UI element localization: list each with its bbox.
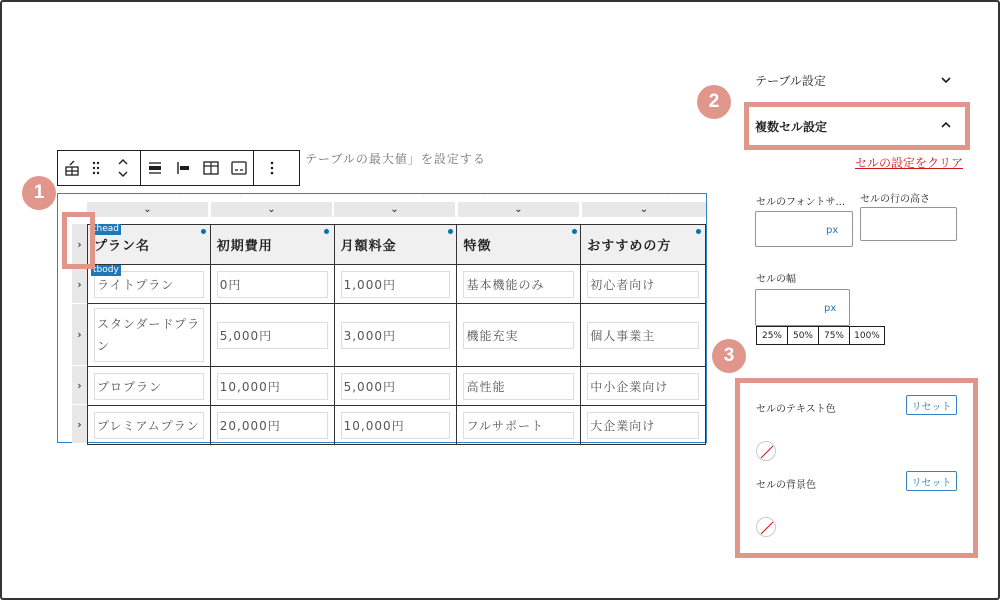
table-cell[interactable]	[334, 304, 457, 367]
clear-cell-settings-link[interactable]: セルの設定をクリア	[855, 156, 964, 170]
table-cell[interactable]	[457, 304, 581, 367]
cell-select-dot	[448, 229, 453, 234]
table-row	[88, 265, 706, 304]
step-marker-3: 3	[712, 339, 746, 373]
table-settings-label[interactable]: テーブル設定	[755, 74, 826, 88]
table-header-row	[88, 225, 706, 265]
width-preset-25[interactable]: 25%	[756, 326, 788, 345]
table-cell[interactable]	[334, 265, 457, 304]
cell-text: 機能充実	[463, 322, 574, 349]
header-cell[interactable]: 特徴	[457, 225, 581, 265]
column-handle[interactable]: ⌄	[582, 202, 706, 217]
align-center-icon[interactable]	[141, 151, 169, 185]
bg-color-label: セルの背景色	[756, 480, 816, 491]
bg-color-swatch[interactable]	[756, 517, 776, 537]
header-cell[interactable]: おすすめの方	[581, 225, 706, 265]
cell-select-dot	[324, 229, 329, 234]
width-preset-75[interactable]: 75%	[818, 326, 850, 345]
row-handle[interactable]: ›	[72, 366, 87, 404]
caption-icon[interactable]	[225, 151, 253, 185]
table-cell[interactable]	[581, 304, 706, 367]
text-color-swatch[interactable]	[756, 441, 776, 461]
header-cell[interactable]: 月額料金	[334, 225, 457, 265]
drag-handle-icon[interactable]	[86, 151, 106, 185]
text-color-reset-button[interactable]: リセット	[906, 395, 957, 415]
width-preset-group	[756, 326, 885, 345]
table-cell[interactable]	[334, 406, 457, 445]
thead-tag: thead	[93, 224, 119, 234]
cell-text: 中小企業向け	[587, 373, 699, 400]
cell-text: プレミアムプラン	[94, 412, 204, 439]
table-cell[interactable]	[334, 367, 457, 406]
table-cell[interactable]	[88, 367, 211, 406]
tbody-tag: tbody	[93, 265, 119, 275]
cell-text: 5,000円	[341, 373, 451, 400]
column-handle[interactable]: ⌄	[211, 202, 332, 217]
pricing-table	[87, 224, 706, 445]
block-toolbar	[57, 150, 300, 186]
step-marker-1: 1	[22, 176, 56, 210]
text-color-label: セルのテキスト色	[756, 404, 836, 415]
cell-text: 20,000円	[217, 412, 328, 439]
cell-width-unit: px	[824, 303, 837, 314]
table-row	[88, 367, 706, 406]
cell-text: 3,000円	[341, 322, 451, 349]
cell-text: フルサポート	[463, 412, 574, 439]
hint-text: テーブルの最大値」を設定する	[305, 152, 486, 166]
more-options-icon[interactable]	[254, 151, 290, 185]
table-block[interactable]	[57, 193, 707, 443]
cell-select-dot	[572, 229, 577, 234]
cell-select-dot	[201, 229, 206, 234]
column-handle[interactable]: ⌄	[334, 202, 455, 217]
highlight-row-handle	[62, 212, 95, 269]
table-cell[interactable]	[210, 265, 334, 304]
cell-select-dot	[696, 229, 701, 234]
cell-text: 10,000円	[341, 412, 451, 439]
column-handles	[72, 202, 706, 218]
move-up-down-icon[interactable]	[106, 151, 140, 185]
font-size-input[interactable]	[755, 211, 853, 247]
toolbar-group-format	[141, 151, 254, 185]
font-size-label: セルのフォントサ...	[756, 197, 846, 208]
width-preset-50[interactable]: 50%	[787, 326, 819, 345]
table-cell[interactable]	[581, 265, 706, 304]
row-height-label: セルの行の高さ	[860, 194, 930, 205]
table-cell[interactable]	[581, 406, 706, 445]
cell-text: 基本機能のみ	[463, 271, 574, 298]
row-handle[interactable]: ›	[72, 224, 87, 264]
row-handle[interactable]: ›	[72, 405, 87, 443]
table-cell[interactable]	[88, 304, 211, 367]
table-row	[88, 304, 706, 367]
bg-color-reset-button[interactable]: リセット	[906, 471, 957, 491]
column-handle[interactable]: ⌄	[458, 202, 579, 217]
cell-text: 個人事業主	[587, 322, 699, 349]
width-preset-100[interactable]: 100%	[849, 326, 885, 345]
table-cell[interactable]	[210, 304, 334, 367]
chevron-down-icon[interactable]	[941, 76, 951, 84]
cell-text: 高性能	[463, 373, 574, 400]
multi-cell-settings-label[interactable]: 複数セル設定	[755, 120, 828, 134]
cell-text: 10,000円	[217, 373, 328, 400]
table-cell[interactable]	[210, 367, 334, 406]
column-handle[interactable]: ⌄	[87, 202, 208, 217]
table-row	[88, 406, 706, 445]
header-cell[interactable]: 初期費用	[210, 225, 334, 265]
table-cell[interactable]	[581, 367, 706, 406]
table-cell[interactable]	[210, 406, 334, 445]
table-cell[interactable]	[457, 265, 581, 304]
step-marker-2: 2	[697, 85, 731, 119]
table-insert-icon[interactable]	[58, 151, 86, 185]
toolbar-group-block	[58, 151, 141, 185]
row-handle[interactable]: ›	[72, 304, 87, 365]
cell-text: スタンダードプラン	[94, 308, 204, 362]
chevron-up-icon[interactable]	[941, 121, 951, 129]
cell-text: 1,000円	[341, 271, 451, 298]
cell-text: 大企業向け	[587, 412, 699, 439]
toolbar-group-more	[254, 151, 290, 185]
row-handle[interactable]: ›	[72, 265, 87, 303]
table-cell[interactable]	[88, 406, 211, 445]
header-cell[interactable]: プラン名	[88, 225, 211, 265]
table-edit-icon[interactable]	[197, 151, 225, 185]
table-cell[interactable]	[457, 406, 581, 445]
cell-text: 5,000円	[217, 322, 328, 349]
cell-text: ライトプラン	[94, 271, 204, 298]
cell-text: 0円	[217, 271, 328, 298]
align-left-icon[interactable]	[169, 151, 197, 185]
font-size-unit: px	[826, 225, 839, 236]
cell-width-label: セルの幅	[756, 274, 796, 285]
table-cell[interactable]	[457, 367, 581, 406]
cell-text: プロプラン	[94, 373, 204, 400]
row-height-input[interactable]	[860, 207, 957, 241]
cell-text: 初心者向け	[587, 271, 699, 298]
